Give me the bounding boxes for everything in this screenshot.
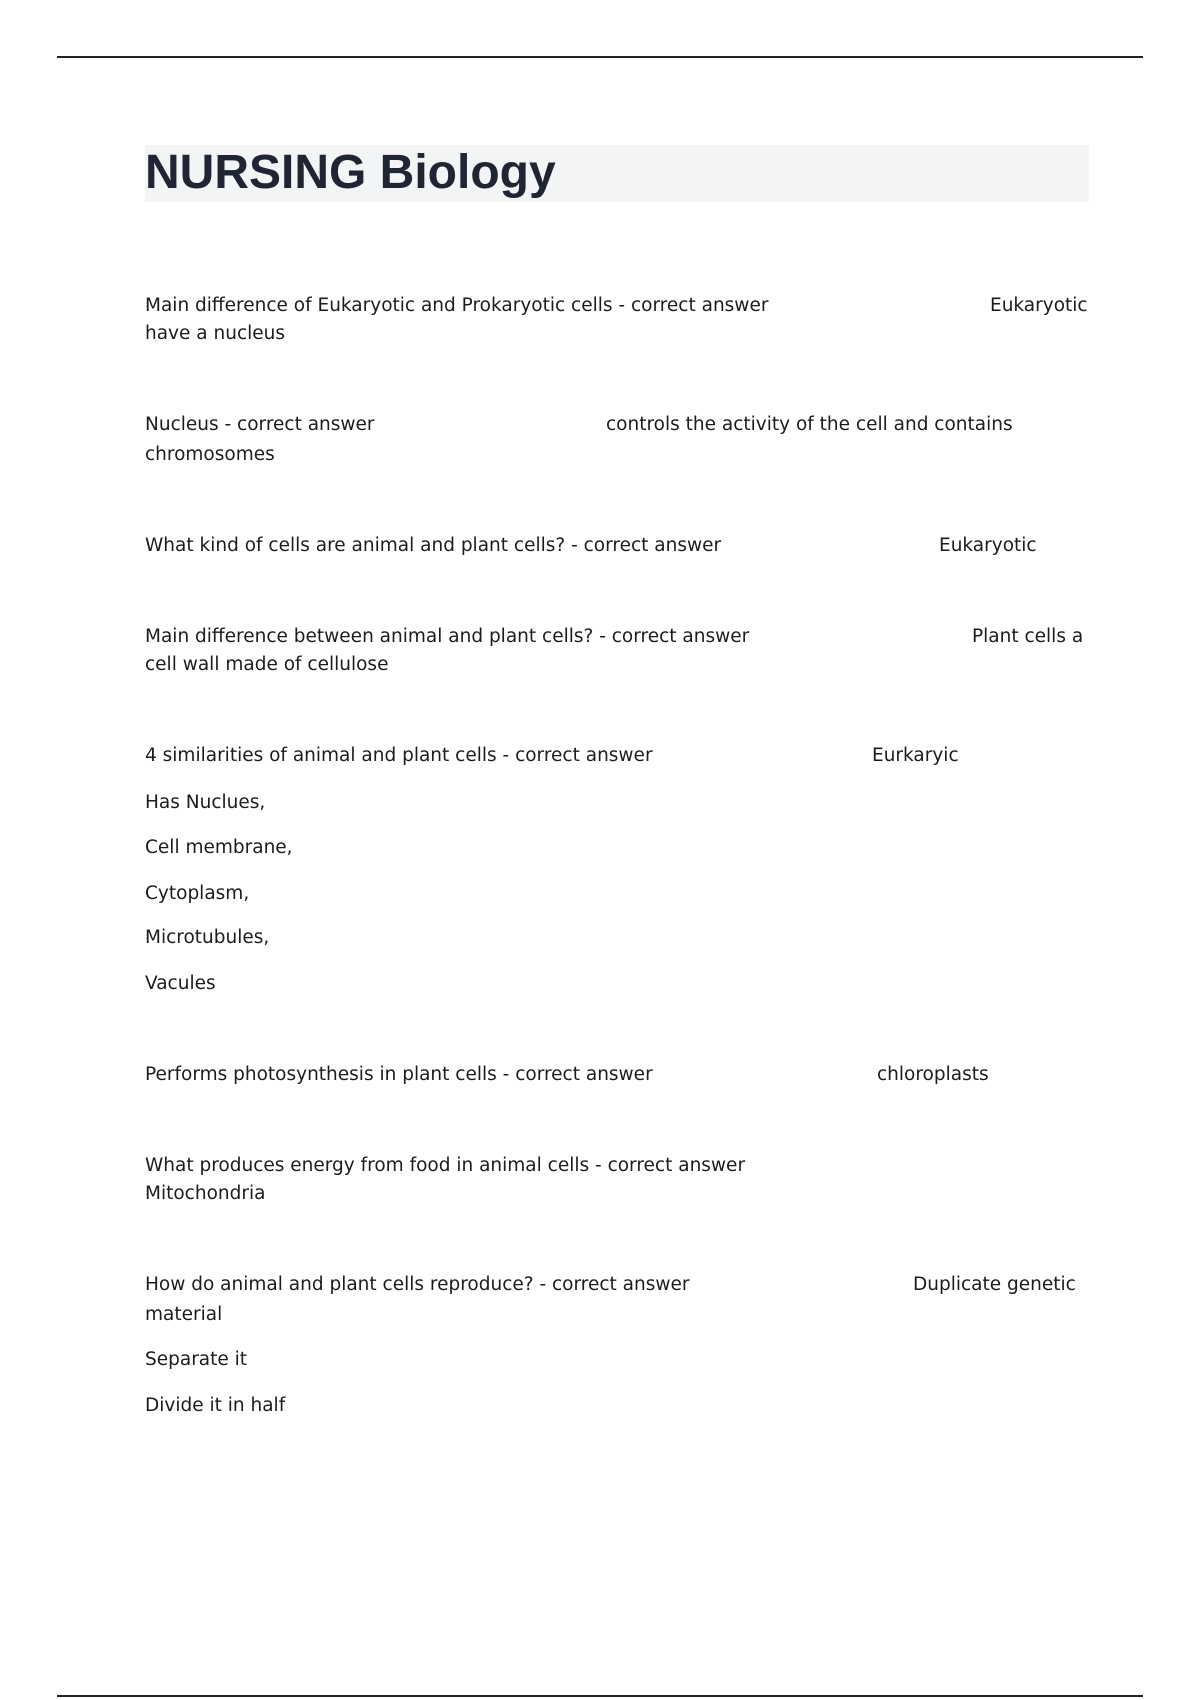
answer-continuation: Vacules (145, 973, 216, 994)
answer-text: Eukaryotic (939, 535, 1037, 556)
qa-line (145, 623, 1084, 651)
question-text: What produces energy from food in animal cells - correct answer (145, 1155, 746, 1176)
qa-line (145, 292, 1088, 320)
question-text: Main difference of Eukaryotic and Prokaryotic cells - correct answer (145, 295, 769, 316)
qa-line (145, 532, 1037, 560)
answer-continuation: Divide it in half (145, 1395, 286, 1416)
answer-continuation: cell wall made of cellulose (145, 654, 389, 675)
qa-line (145, 742, 959, 770)
question-text: Nucleus - correct answer (145, 414, 375, 435)
qa-line (145, 1152, 745, 1180)
answer-continuation: Cytoplasm, (145, 883, 250, 904)
question-text: 4 similarities of animal and plant cells - correct answer (145, 745, 653, 766)
answer-continuation: material (145, 1304, 223, 1325)
bottom-rule (57, 1695, 1143, 1697)
answer-continuation: have a nucleus (145, 323, 285, 344)
answer-continuation: chromosomes (145, 444, 275, 465)
answer-continuation: Separate it (145, 1349, 248, 1370)
answer-text: chloroplasts (877, 1064, 989, 1085)
qa-line (145, 1061, 989, 1089)
answer-text: controls the activity of the cell and contains (606, 414, 1013, 435)
qa-line (145, 1271, 1076, 1299)
answer-continuation: Mitochondria (145, 1183, 266, 1204)
answer-text: Duplicate genetic (913, 1274, 1076, 1295)
answer-continuation: Has Nuclues, (145, 792, 266, 813)
answer-continuation: Microtubules, (145, 927, 270, 948)
question-text: Main difference between animal and plant cells? - correct answer (145, 626, 750, 647)
qa-line (145, 411, 1013, 439)
answer-continuation: Cell membrane, (145, 837, 293, 858)
question-text: How do animal and plant cells reproduce? - correct answer (145, 1274, 690, 1295)
top-rule (57, 56, 1143, 58)
page-title: NURSING Biology (145, 146, 556, 199)
answer-text: Eukaryotic (990, 295, 1088, 316)
question-text: Performs photosynthesis in plant cells - correct answer (145, 1064, 653, 1085)
question-text: What kind of cells are animal and plant cells? - correct answer (145, 535, 722, 556)
answer-text: Plant cells a (972, 626, 1084, 647)
answer-text: Eurkaryic (872, 745, 959, 766)
